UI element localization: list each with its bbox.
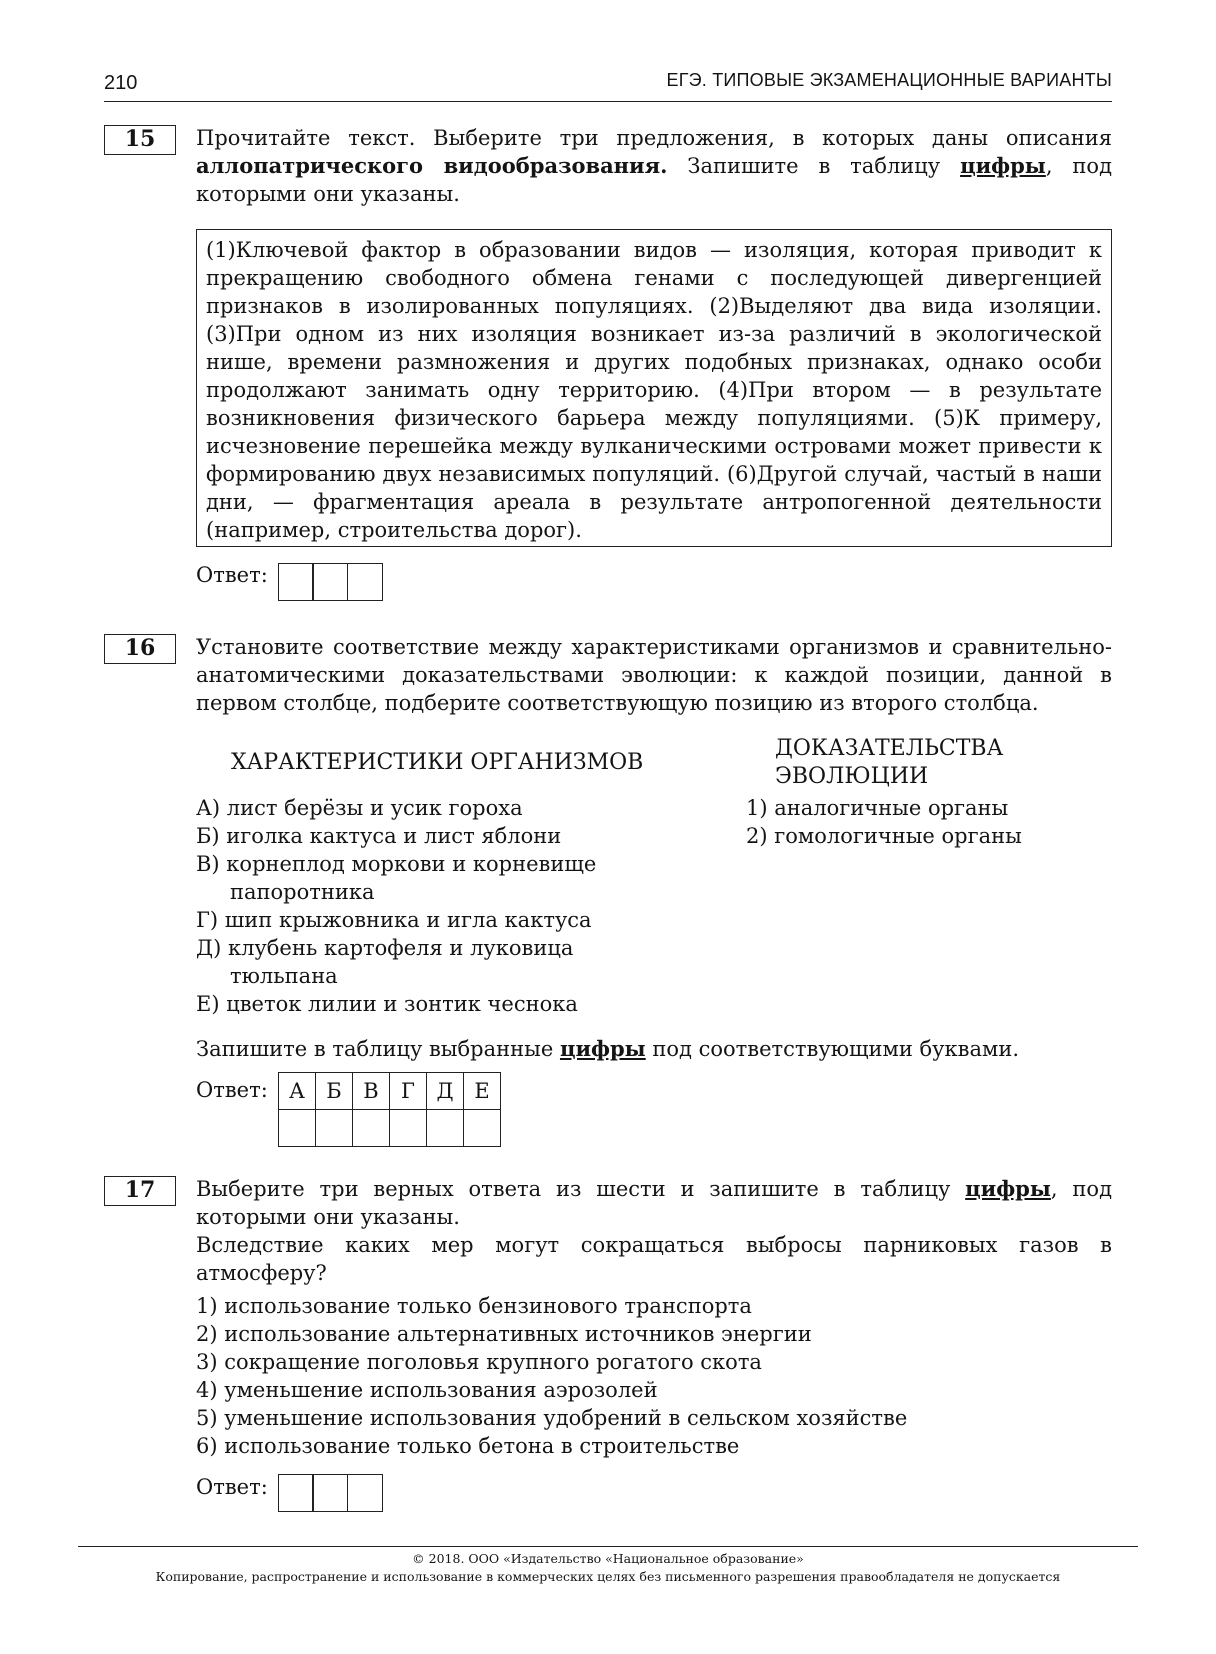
q16-grid-answer-e[interactable] [464, 1110, 501, 1147]
q15-prompt-text-3: , под которыми они указаны. [196, 154, 1113, 206]
q16-item-g: Г) шип крыжовника и игла кактуса [196, 908, 592, 932]
question-17-question: Вследствие каких мер могут сокращаться выбросы парниковых газов в атмосферу? [196, 1233, 1112, 1285]
q16-grid-answer-v[interactable] [353, 1110, 390, 1147]
question-16-prompt: Установите соответствие между характеристиками организмов и сравнительно-анатомическими доказательствами эволюции: к каждой позиции, данной в первом столбце, подберите соответствующую позицию из второго столбца. [196, 635, 1112, 715]
q16-grid-letter-d: Д [427, 1073, 464, 1110]
running-title: ЕГЭ. ТИПОВЫЕ ЭКЗАМЕНАЦИОННЫЕ ВАРИАНТЫ [666, 70, 1112, 90]
q16-column-2-header [775, 735, 1003, 791]
q15-answer-cell-2[interactable] [312, 563, 348, 601]
q16-instruction-digits: цифры [559, 1036, 646, 1061]
q16-options-list [746, 794, 1112, 850]
question-16-number: 16 [104, 634, 176, 664]
question-15-text-box [196, 229, 1112, 547]
q17-option-6: 6) использование только бетона в строительстве [196, 1434, 740, 1458]
question-15-text: (1)Ключевой фактор в образовании видов — изоляция, которая приводит к прекращению свободного обмена генами с последующей дивергенцией признаков в изолированных популяциях. (2)Выделяют два вида изоляции. (3)При одном из них изоляция возникает из-за различий в экологической нише, времени размножения и других подобных признаках, однако особи продолжают занимать одну территорию. (4)При втором — в результате возникновения физического барьера между популяциями. (5)К примеру, исчезновение перешейка между вулканическими островами может привести к формированию двух независимых популяций. (6)Другой случай, частый в наши дни, — фрагментация ареала в результате антропогенной деятельности (например, строительства дорог). [206, 238, 1102, 542]
q17-option-3: 3) сокращение поголовья крупного рогатого скота [196, 1350, 762, 1374]
q15-prompt-text-2: Запишите в таблицу [667, 154, 961, 178]
question-17-prompt [196, 1175, 1112, 1231]
q17-answer-cell-3[interactable] [347, 1474, 383, 1512]
q17-options-list [196, 1292, 1112, 1460]
q16-item-b: Б) иголка кактуса и лист яблони [196, 824, 562, 848]
footer-rule [78, 1546, 1138, 1547]
q15-answer-label: Ответ: [196, 563, 268, 587]
q16-column-2-header-line1: ДОКАЗАТЕЛЬСТВА [775, 736, 1004, 761]
q16-grid-answers-row [279, 1110, 501, 1147]
q17-option-1: 1) использование только бензинового транспорта [196, 1294, 752, 1318]
q16-grid-answer-d[interactable] [427, 1110, 464, 1147]
question-15-number: 15 [104, 125, 176, 155]
q16-column-1-header: ХАРАКТЕРИСТИКИ ОРГАНИЗМОВ [231, 750, 644, 775]
q16-grid-letter-e: Е [464, 1073, 501, 1110]
question-15-prompt [196, 124, 1112, 208]
q17-option-4: 4) уменьшение использования аэрозолей [196, 1378, 658, 1402]
q16-item-e: Е) цветок лилии и зонтик чеснока [196, 992, 578, 1016]
q17-answer-cells [278, 1474, 383, 1512]
q15-answer-cell-3[interactable] [347, 563, 383, 601]
q16-grid-letter-v: В [353, 1073, 390, 1110]
page-number: 210 [104, 72, 138, 94]
q16-grid-letters-row [279, 1073, 501, 1110]
q16-grid-letter-b: Б [316, 1073, 353, 1110]
q17-answer-cell-2[interactable] [312, 1474, 348, 1512]
q16-items-list [196, 794, 666, 1018]
q16-grid-answer-b[interactable] [316, 1110, 353, 1147]
q15-answer-cells [278, 563, 383, 601]
q16-item-d: Д) клубень картофеля и луковица тюльпана [196, 936, 574, 988]
q15-prompt-digits: цифры [960, 153, 1046, 178]
q16-column-2-header-line2: ЭВОЛЮЦИИ [775, 764, 929, 789]
q15-answer-cell-1[interactable] [278, 563, 314, 601]
q16-instruction-text-2: под соответствующими буквами. [645, 1037, 1020, 1061]
footer-copyright: © 2018. ООО «Издательство «Национальное образование» [412, 1551, 804, 1566]
q17-prompt-digits: цифры [965, 1176, 1051, 1201]
q16-option-1: 1) аналогичные органы [746, 796, 1009, 820]
question-17-number: 17 [104, 1176, 176, 1206]
q15-prompt-text: Прочитайте текст. Выберите три предложения, в которых даны описания [196, 126, 1112, 150]
q17-answer-cell-1[interactable] [278, 1474, 314, 1512]
q17-option-2: 2) использование альтернативных источников энергии [196, 1322, 812, 1346]
q17-prompt-text: Выберите три верных ответа из шести и запишите в таблицу [196, 1177, 966, 1201]
q16-option-2: 2) гомологичные органы [746, 824, 1022, 848]
q16-answer-label: Ответ: [196, 1078, 268, 1102]
q16-grid-letter-g: Г [390, 1073, 427, 1110]
q16-grid-answer-a[interactable] [279, 1110, 316, 1147]
q17-prompt-text-2: , под которыми они указаны. [196, 1177, 1113, 1229]
q17-answer-label: Ответ: [196, 1475, 268, 1499]
q16-item-a: А) лист берёзы и усик гороха [196, 796, 523, 820]
header-rule [104, 101, 1112, 102]
q16-grid-letter-a: А [279, 1073, 316, 1110]
q16-item-v: В) корнеплод моркови и корневище папоротника [196, 852, 597, 904]
q16-instruction-text: Запишите в таблицу выбранные [196, 1037, 560, 1061]
q15-prompt-bold: аллопатрического видообразования. [196, 153, 668, 178]
q16-answer-grid [278, 1072, 501, 1147]
q17-option-5: 5) уменьшение использования удобрений в сельском хозяйстве [196, 1406, 908, 1430]
q16-grid-answer-g[interactable] [390, 1110, 427, 1147]
footer-notice: Копирование, распространение и использование в коммерческих целях без письменного разрешения правообладателя не допускается [155, 1569, 1061, 1584]
q16-instruction [196, 1035, 1112, 1063]
